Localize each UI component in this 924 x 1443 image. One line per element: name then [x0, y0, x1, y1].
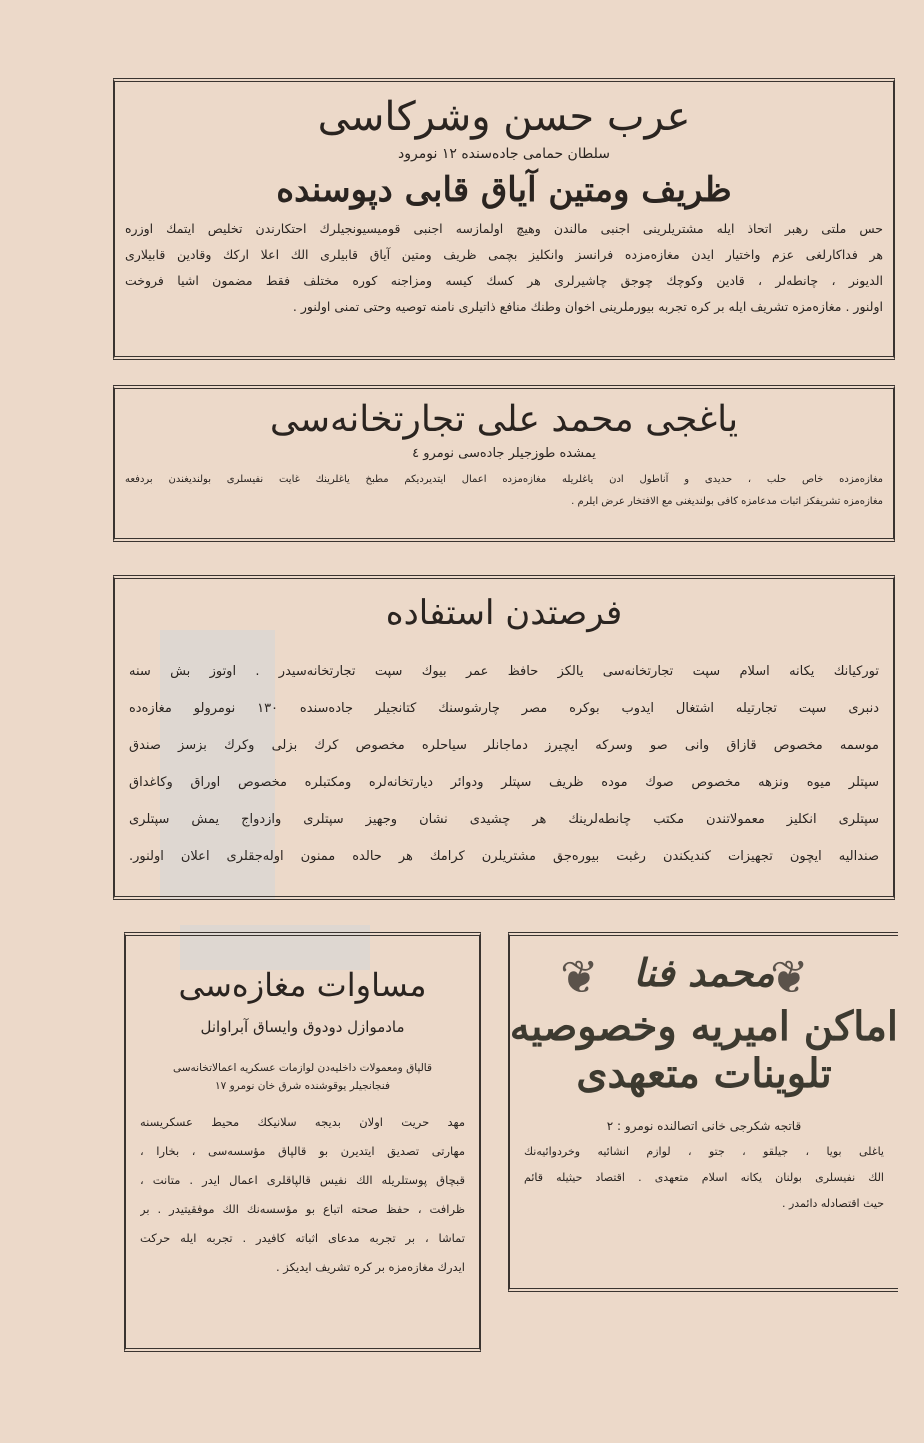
ornament-icon: ❦ [560, 950, 599, 1004]
ad-body-line: حیث اقتصادله دائمدر . [781, 1197, 884, 1210]
ad-body-line: حس ملتی رهبر اتحاذ ایله مشتریلرینی اجنبی مالندن وهیچ اولمازسه اجنبی قومیسیونجیلرك احتكارندن تخلیص ایتمك اوزره [125, 221, 883, 236]
ad-body-line: الدیونر ، چانطه‌لر ، قادین وكوچك چوجق چاشیرلری هر كسك كیسه ومزاجنه كوره مختلف فقط مضمون اشیا فروخت [125, 273, 883, 288]
logo-name: محمد فنا [633, 950, 775, 995]
ad-title: فرصتدن استفاده [385, 593, 623, 633]
ad-body-line: هر فداكارلغی عزم واختیار ایدن مغازه‌مزده فرانسز وانكلیز بچمی ظریف ومتین آیاق قابیلری الك اعلا اركك وقادین قابیلاری [125, 247, 883, 262]
ad-body-line: سپتلری انكلیز معمولاتندن مكتب چانطه‌لرینك هر چشیدی نشان وجهیز سپتلری وازدواج یمش سپتلری [129, 812, 879, 827]
ad-firsattan-istifade [113, 575, 895, 900]
ad-title: مساوات مغازه‌سی [178, 966, 427, 1004]
ad-body-line: مغازه‌مزه تشریفكز اثبات مدعامزه كافی بولندیغنی مع الافتخار عرض ایلرم . [571, 496, 883, 507]
ad-body-line: موسمه مخصوص قازاق وانی صو وسركه ایچیرز دماجانلر سیاحلره مخصوص كرك بزلی وكرك بزسز صندق [129, 738, 879, 753]
ad-address: یمشده طوزجیلر جاده‌سی نومرو ٤ [412, 446, 596, 461]
ad-headline: ظریف ومتین آیاق قابی دپوسنده [276, 170, 732, 210]
ad-body-line: مغازه‌مزده خاص حلب ، حدیدی و آناطول ادن یاغلریله مغازه‌مزده اعمال ایتدیردیكم مطبخ یاغلرینك غایت نفیسلری بولندیغندن بردفعه [125, 474, 883, 485]
ad-title: یاغجی محمد علی تجارتخانه‌سی [269, 399, 739, 440]
ad-address: سلطان حمامی جاده‌سنده ۱۲ نومرود [398, 146, 610, 162]
ad-body-line: قبچاق پوستلریله الك نفیس قالپاقلری اعمال ایدر . متانت ، [140, 1173, 465, 1187]
ad-body-line: تماشا ، بر تجربه مدعای اثباته كافیدر . تجربه ایله حركت [140, 1231, 465, 1245]
ornament-icon: ❦ [770, 950, 809, 1004]
ad-body-line: الك نفیسلری بولنان یكانه اسلام متعهدی . اقتصاد حیثیله قائم [524, 1171, 884, 1184]
ad-owners: مادموازل دودوق وایساق آبراوانل [200, 1018, 405, 1036]
ad-body-line: ایدرك مغازه‌مزه بر كره تشریف ایدیكز . [275, 1260, 465, 1274]
logo-line: اماكن امیریه وخصوصیه [509, 1003, 898, 1050]
ad-body-line: صندالیه ایچون تجهیزات كندیكندن رغبت بیوره‌جق مشتریلرن كرامك هر حالده ممنون اوله‌جقلری اعلان اولنور. [129, 849, 879, 864]
ad-body-line: سپتلر میوه ونزهه مخصوص صوك موده ظریف سپتلر ودوائر دیارتخانه‌لره ومكتبلره مخصوص اوراق وكاغداق [129, 775, 879, 790]
logo-line: تلوینات متعهدی [576, 1050, 832, 1097]
ad-address: قاتجه شكرجی خانی اتصالنده نومرو : ٢ [606, 1119, 802, 1133]
ad-body-line: ظرافت ، حفظ صحته اتباع بو مؤسسه‌نك الك موفقیتیدر . بر [140, 1202, 465, 1216]
ad-mehmed-fena [508, 932, 898, 1292]
ad-address-line: فنجانجیلر یوقوشنده شرق خان نومرو ١٧ [214, 1080, 390, 1092]
ad-yagci-mehmed-ali [113, 385, 895, 542]
ad-body-line: مهارتی تصدیق ایتدیرن بو قالپاق مؤسسه‌سی ، بخارا ، [140, 1144, 465, 1158]
ad-title: عرب حسن وشركاسی [317, 94, 691, 140]
ad-body-line: مهد حریت اولان بدیجه سلانیكك محیط عسكریسنه [140, 1115, 465, 1129]
ad-body-line: اولنور . مغازه‌مزه تشریف ایله بر كره تجربه بیورملرینی اخوان وطنك منافع ذاتیلری نامنه توصیه وحتی تمنی اولنور . [292, 299, 883, 314]
ad-musavat [124, 932, 481, 1352]
ad-body-line: دنبری سپت تجارتیله اشتغال ایدوب بوكره مصر چارشوسنك كتانجیلر جاده‌سنده ۱۳۰ نومرولو مغازه‌ده [129, 701, 879, 716]
ad-address-line: قالپاق ومعمولات داخلیه‌دن لوازمات عسكریه اعمالاتخانه‌سی [172, 1062, 433, 1074]
ad-body-line: توركیانك یكانه اسلام سپت تجارتخانه‌سی یالكز حافظ عمر بیوك سپت تجارتخانه‌سیدر . اوتوز بش سنه‌ [129, 664, 879, 679]
ad-body-line: یاغلی بویا ، جیلقو ، جتو ، لوازم انشائیه وخردوائیه‌نك [524, 1145, 884, 1158]
ad-arab-hasan [113, 78, 895, 360]
